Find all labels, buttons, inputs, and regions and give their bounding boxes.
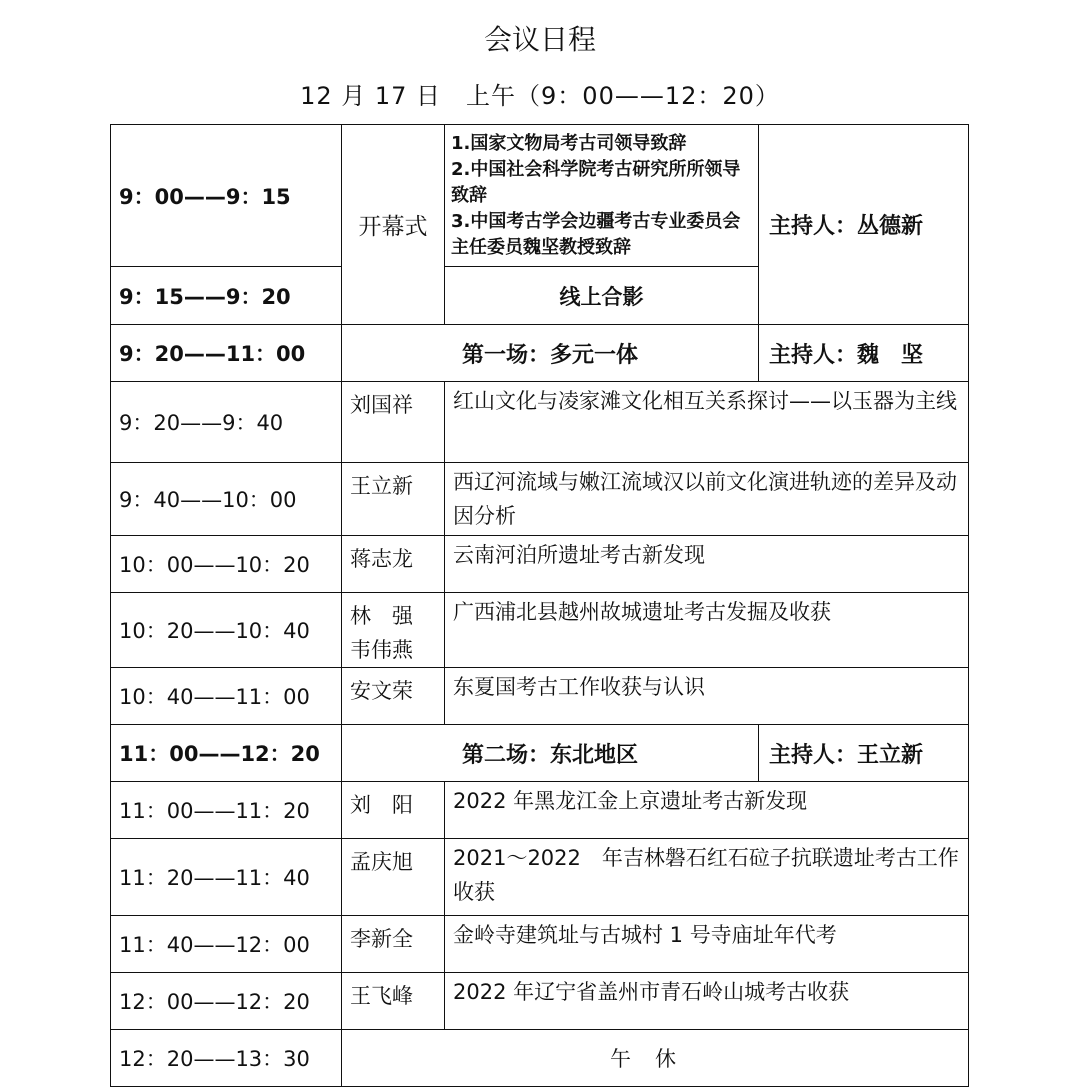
schedule-table [110, 124, 969, 1087]
opening-item: 2.中国社会科学院考古研究所所领导致辞 [451, 158, 741, 206]
lunch-row [111, 1030, 969, 1087]
talk-topic: 2021～2022 年吉林磐石红石砬子抗联遗址考古工作收获 [445, 839, 969, 916]
session-host-cell: 主持人：王立新 [759, 725, 969, 782]
opening-time-cell: 9：00——9：15 [111, 125, 342, 267]
session-title-cell: 第一场：多元一体 [342, 325, 759, 382]
talk-speaker: 林 强 韦伟燕 [342, 593, 445, 668]
talk-row [111, 463, 969, 536]
talk-topic: 云南河泊所遗址考古新发现 [445, 536, 969, 593]
talk-speaker: 刘 阳 [342, 782, 445, 839]
talk-row [111, 593, 969, 668]
talk-topic: 西辽河流域与嫩江流域汉以前文化演进轨迹的差异及动因分析 [445, 463, 969, 536]
talk-row [111, 382, 969, 463]
talk-topic: 2022 年黑龙江金上京遗址考古新发现 [445, 782, 969, 839]
talk-time: 11：20——11：40 [111, 839, 342, 916]
session-time-cell: 11：00——12：20 [111, 725, 342, 782]
talk-row [111, 839, 969, 916]
lunch-time: 12：20——13：30 [111, 1030, 342, 1087]
talk-speaker: 李新全 [342, 916, 445, 973]
lunch-label: 午休 [342, 1030, 969, 1087]
talk-row [111, 668, 969, 725]
page-title: 会议日程 [483, 23, 596, 56]
talk-speaker: 刘国祥 [342, 382, 445, 463]
talk-topic: 广西浦北县越州故城遗址考古发掘及收获 [445, 593, 969, 668]
talk-time: 10：40——11：00 [111, 668, 342, 725]
talk-row [111, 973, 969, 1030]
talk-speaker: 蒋志龙 [342, 536, 445, 593]
talk-time: 9：20——9：40 [111, 382, 342, 463]
session-title-cell: 第二场：东北地区 [342, 725, 759, 782]
talk-time: 10：00——10：20 [111, 536, 342, 593]
talk-row [111, 536, 969, 593]
photo-time-cell: 9：15——9：20 [111, 267, 342, 325]
session-header-row [111, 725, 969, 782]
opening-item: 1.国家文物局考古司领导致辞 [451, 132, 687, 154]
session-time-cell: 9：20——11：00 [111, 325, 342, 382]
opening-items-cell [445, 125, 759, 267]
talk-topic: 东夏国考古工作收获与认识 [445, 668, 969, 725]
talk-speaker: 王飞峰 [342, 973, 445, 1030]
talk-time: 12：00——12：20 [111, 973, 342, 1030]
opening-row [111, 125, 969, 267]
talk-row [111, 916, 969, 973]
date-subtitle: 12 月 17 日 上午（9：00——12：20） [300, 82, 780, 110]
talk-time: 9：40——10：00 [111, 463, 342, 536]
talk-speaker: 王立新 [342, 463, 445, 536]
talk-time: 11：00——11：20 [111, 782, 342, 839]
opening-host-cell: 主持人：丛德新 [759, 125, 969, 325]
opening-item: 3.中国考古学会边疆考古专业委员会主任委员魏坚教授致辞 [451, 210, 741, 258]
session-header-row [111, 325, 969, 382]
talk-topic: 金岭寺建筑址与古城村 1 号寺庙址年代考 [445, 916, 969, 973]
session-host-cell: 主持人：魏 坚 [759, 325, 969, 382]
talk-speaker: 孟庆旭 [342, 839, 445, 916]
talk-topic: 红山文化与凌家滩文化相互关系探讨——以玉器为主线 [445, 382, 969, 463]
talk-row [111, 782, 969, 839]
photo-cell: 线上合影 [445, 267, 759, 325]
opening-label-cell: 开幕式 [342, 125, 445, 325]
talk-topic: 2022 年辽宁省盖州市青石岭山城考古收获 [445, 973, 969, 1030]
talk-time: 11：40——12：00 [111, 916, 342, 973]
talk-speaker: 安文荣 [342, 668, 445, 725]
talk-time: 10：20——10：40 [111, 593, 342, 668]
